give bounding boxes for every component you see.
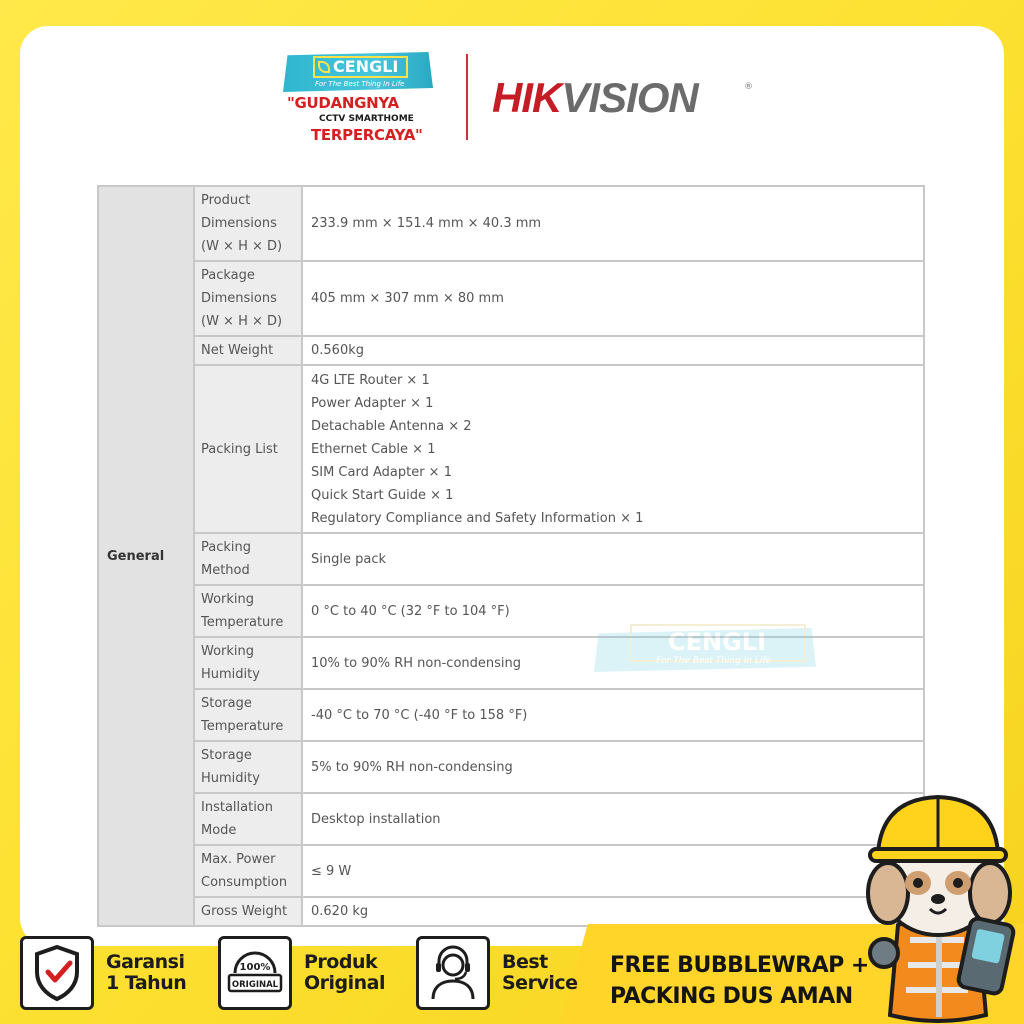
warranty-label: [106, 952, 186, 994]
warranty-label-line2: 1 Tahun: [106, 972, 187, 994]
leaf-icon: [318, 61, 330, 73]
packing-item: Ethernet Cable × 1: [311, 441, 436, 457]
table-row: [98, 741, 924, 793]
spec-label-working-temperature: Working Temperature: [194, 585, 302, 637]
promo-line-1: FREE BUBBLEWRAP +: [610, 953, 869, 978]
spec-value-working-temperature: 0 °C to 40 °C (32 °F to 104 °F): [302, 585, 924, 637]
warranty-badge: [20, 936, 94, 1010]
service-label: [502, 952, 578, 994]
table-row: [98, 897, 924, 926]
packing-item: 4G LTE Router × 1: [311, 372, 430, 388]
table-row: [98, 186, 924, 261]
spec-label-max-power: Max. Power Consumption: [194, 845, 302, 897]
table-row: [98, 261, 924, 336]
manufacturer-logo-part2: VISION: [561, 74, 698, 121]
packing-item: Power Adapter × 1: [311, 395, 434, 411]
headset-agent-icon: [419, 939, 487, 1007]
shop-logo-text: [313, 56, 408, 78]
original-badge: [218, 936, 292, 1010]
slogan-line-2: CCTV SMARTHOME: [319, 114, 414, 124]
watermark-tagline: For The Best Thing In Life: [656, 656, 772, 666]
spec-value-working-humidity: 10% to 90% RH non-condensing: [302, 637, 924, 689]
spec-label-storage-humidity: Storage Humidity: [194, 741, 302, 793]
warranty-label-line1: Garansi: [106, 951, 185, 973]
packing-item: Detachable Antenna × 2: [311, 418, 472, 434]
spec-value-gross-weight: 0.620 kg: [302, 897, 924, 926]
original-label: [304, 952, 385, 994]
watermark-logo: [594, 622, 816, 676]
promo-text: [610, 950, 869, 1012]
packing-item: Regulatory Compliance and Safety Information × 1: [311, 510, 644, 526]
spec-value-storage-humidity: 5% to 90% RH non-condensing: [302, 741, 924, 793]
spec-value-installation-mode: Desktop installation: [302, 793, 924, 845]
spec-label-product-dimensions: Product Dimensions (W × H × D): [194, 186, 302, 261]
manufacturer-logo: [492, 74, 698, 122]
original-label-line1: Produk: [304, 951, 378, 973]
spec-label-packing-list: Packing List: [194, 365, 302, 533]
spec-value-net-weight: 0.560kg: [302, 336, 924, 365]
spec-table: [97, 185, 925, 927]
spec-label-installation-mode: Installation Mode: [194, 793, 302, 845]
table-row: [98, 689, 924, 741]
spec-value-packing-method: Single pack: [302, 533, 924, 585]
original-stamp-icon: [221, 939, 289, 1007]
slogan-line-1: "GUDANGNYA: [287, 94, 399, 112]
dog-mascot-illustration: [852, 775, 1024, 1024]
spec-label-package-dimensions: Package Dimensions (W × H × D): [194, 261, 302, 336]
table-row: [98, 365, 924, 533]
registered-mark: ®: [744, 82, 753, 92]
table-row: [98, 845, 924, 897]
service-label-line2: Service: [502, 972, 578, 994]
original-label-line2: Original: [304, 972, 386, 994]
shop-logo: [283, 50, 458, 150]
spec-label-net-weight: Net Weight: [194, 336, 302, 365]
manufacturer-logo-part1: HIK: [492, 74, 562, 121]
stamp-bottom-text: ORIGINAL: [231, 980, 279, 990]
shop-tagline: For The Best Thing In Life: [315, 80, 405, 88]
packing-item: Quick Start Guide × 1: [311, 487, 454, 503]
table-row: [98, 336, 924, 365]
table-row: [98, 533, 924, 585]
spec-value-storage-temperature: -40 °C to 70 °C (-40 °F to 158 °F): [302, 689, 924, 741]
service-label-line1: Best: [502, 951, 548, 973]
spec-group-label: General: [98, 186, 194, 926]
shop-logo-name: CENGLI: [333, 57, 399, 76]
watermark-text: CENGLI: [630, 624, 806, 662]
service-badge: [416, 936, 490, 1010]
slogan-line-3: TERPERCAYA": [311, 126, 423, 144]
packing-item: SIM Card Adapter × 1: [311, 464, 452, 480]
shield-check-icon: [23, 939, 91, 1007]
spec-label-packing-method: Packing Method: [194, 533, 302, 585]
spec-value-packing-list: [302, 365, 924, 533]
spec-value-max-power: ≤ 9 W: [302, 845, 924, 897]
table-row: [98, 793, 924, 845]
brand-divider: [466, 54, 468, 140]
spec-label-storage-temperature: Storage Temperature: [194, 689, 302, 741]
spec-value-package-dimensions: 405 mm × 307 mm × 80 mm: [302, 261, 924, 336]
stamp-top-text: 100%: [239, 962, 271, 973]
spec-value-product-dimensions: 233.9 mm × 151.4 mm × 40.3 mm: [302, 186, 924, 261]
promo-line-2: PACKING DUS AMAN: [610, 984, 853, 1009]
spec-label-working-humidity: Working Humidity: [194, 637, 302, 689]
spec-label-gross-weight: Gross Weight: [194, 897, 302, 926]
